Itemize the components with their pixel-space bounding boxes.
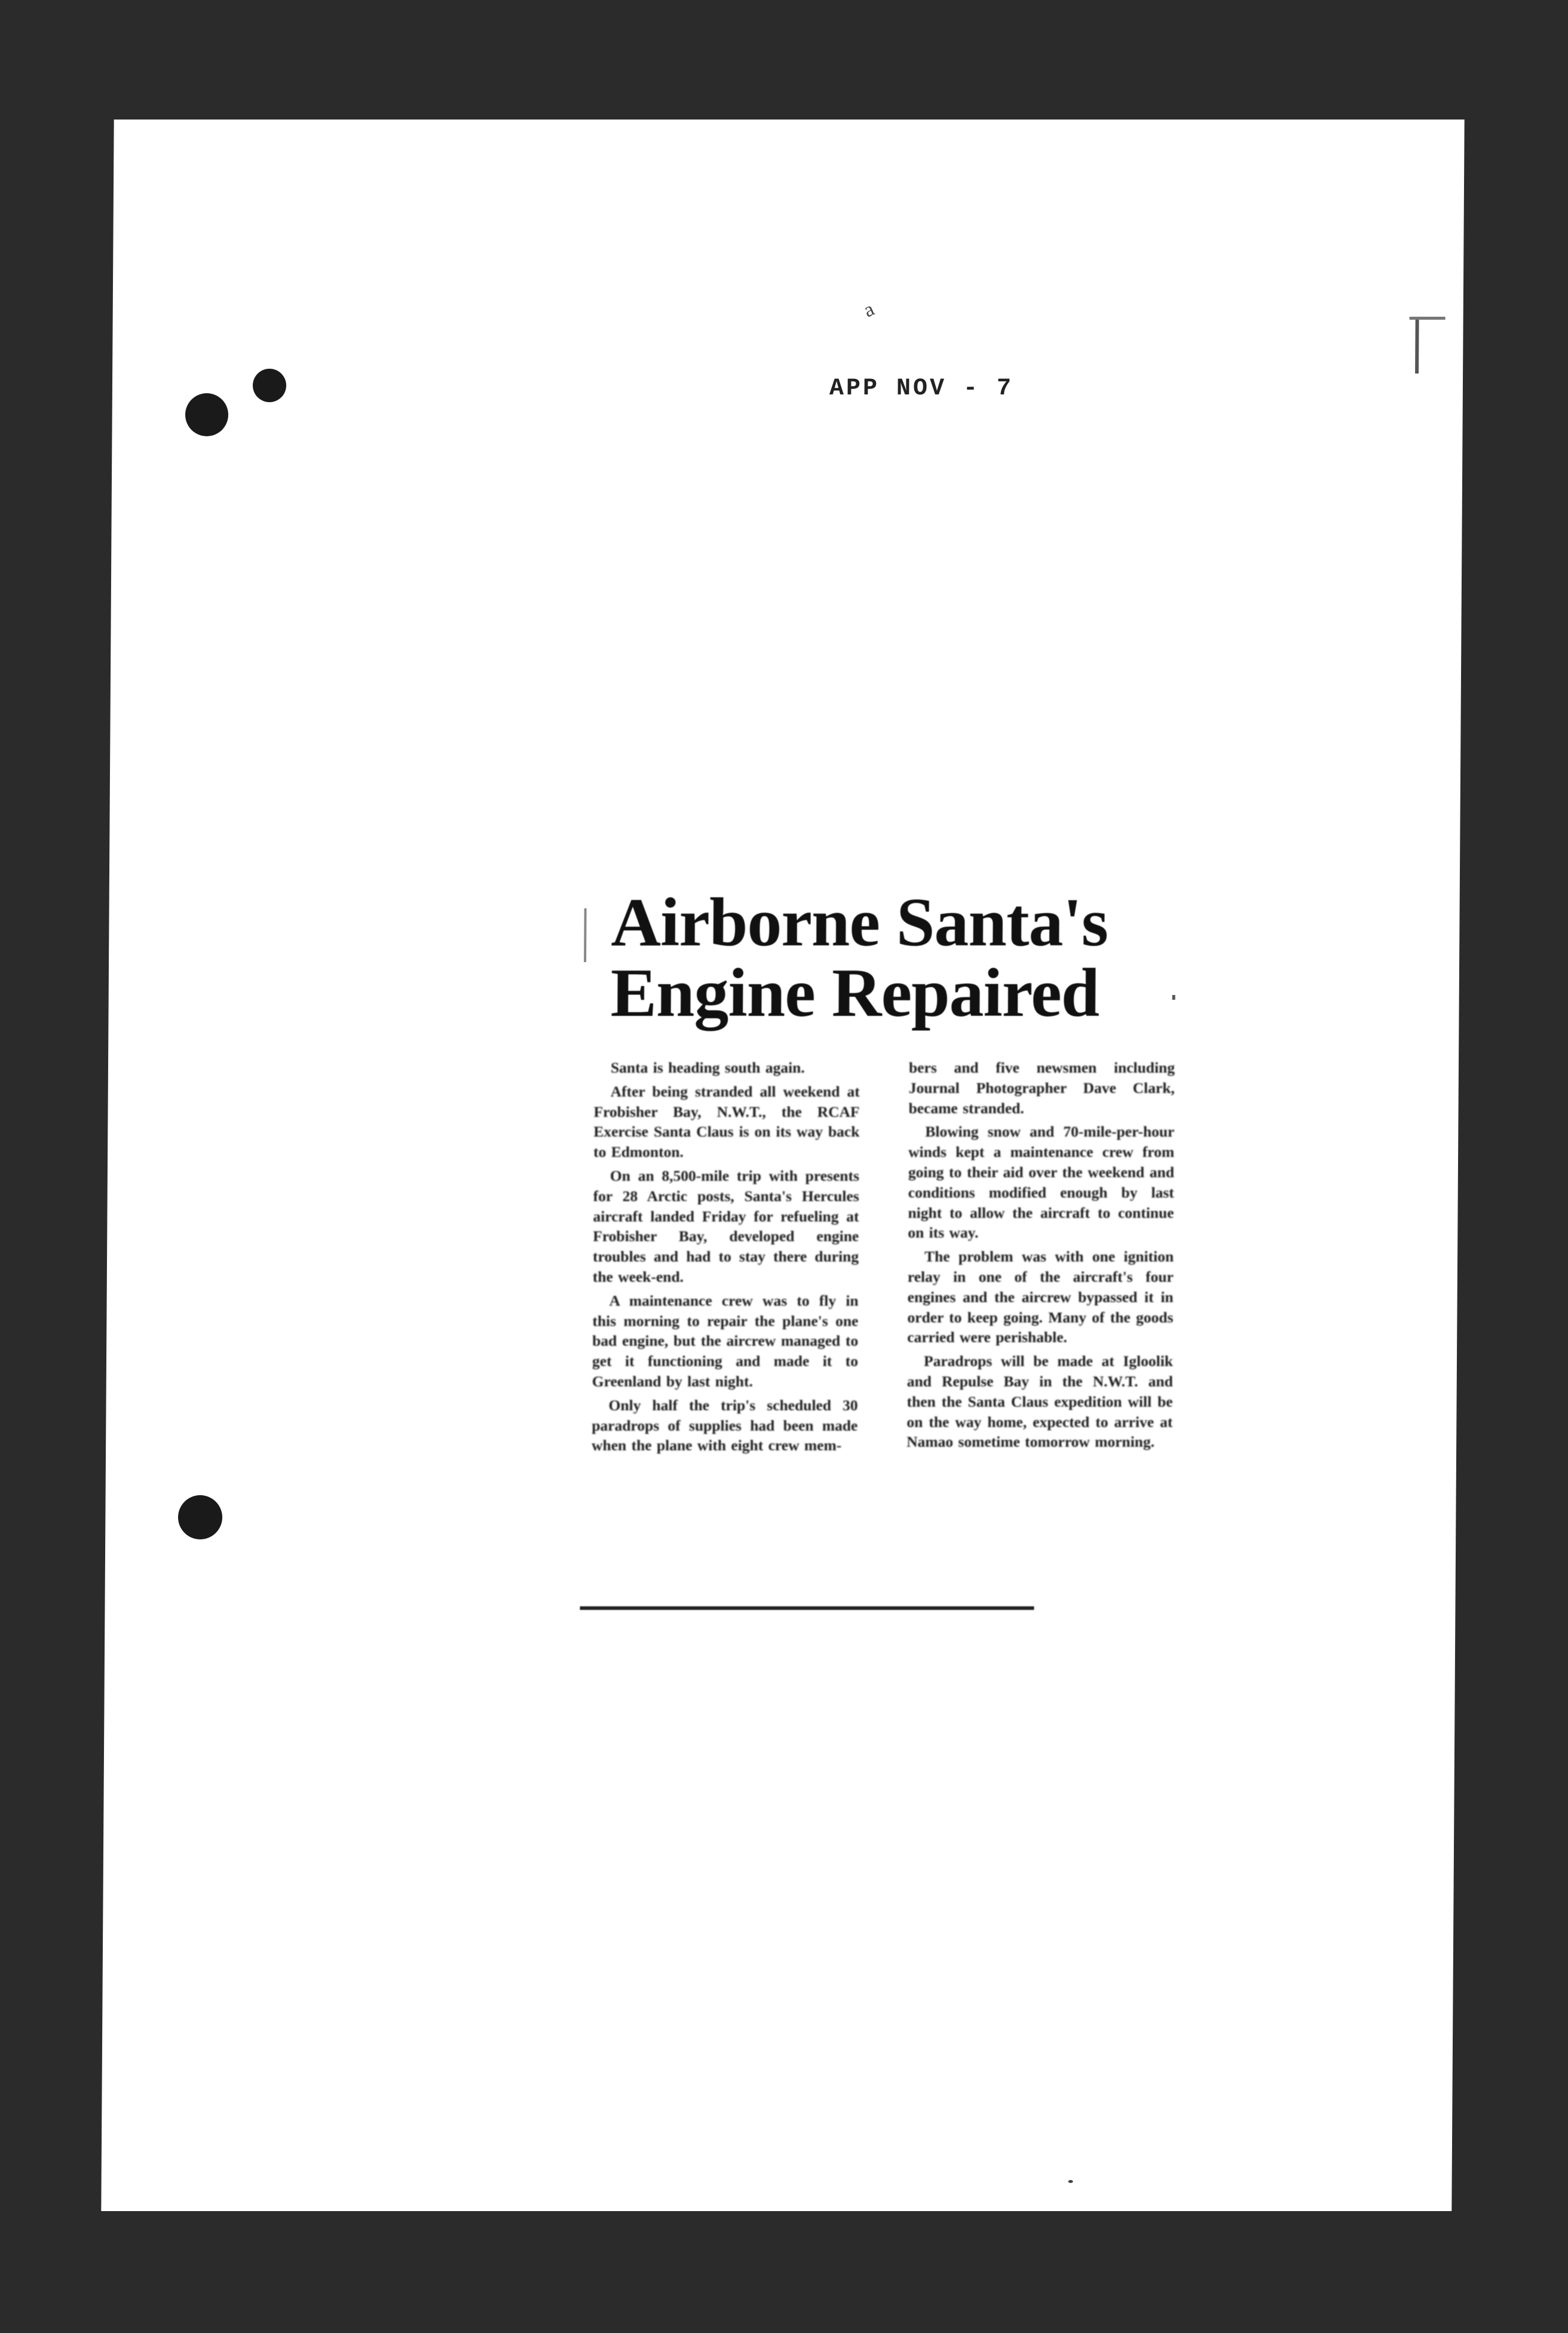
paragraph: A maintenance crew was to fly in this morning to repair the plane's one bad engine, but the aircrew managed to get it functioning and made it to Greenland by last night. [592,1291,859,1390]
newspaper-clipping [580,884,1184,1619]
pencil-mark: a [860,298,878,322]
margin-mark-top [1410,317,1446,320]
paragraph: Blowing snow and 70-mile-per-hour winds kept a maintenance crew from going to their aid over the weekend and conditions modified enough by last night to allow the aircraft to continue on its way. [908,1123,1175,1242]
clipping-edge [584,908,587,962]
paragraph: bers and five newsmen including Journal Photographer Dave Clark, became stranded. [908,1059,1175,1117]
headline [610,884,1166,1031]
paragraph: Only half the trip's scheduled 30 paradrops of supplies had been made when the plane with eight crew mem- [592,1396,858,1455]
punch-hole-lower [178,1495,222,1539]
clipping-edge-mark [1172,995,1175,1000]
article-column-right [906,1058,1175,1456]
paragraph: Santa is heading south again. [610,1059,805,1076]
punch-hole-top-right [253,369,286,402]
punch-hole-top-left [185,393,228,436]
article-column-left [592,1058,860,1459]
paragraph: Paradrops will be made at Igloolik and Repulse Bay in the N.W.T. and then the Santa Claus expedition will be on the way home, expected to arrive at Namao sometime tomorrow morning. [906,1352,1174,1451]
paragraph: After being stranded all weekend at Frobisher Bay, N.W.T., the RCAF Exercise Santa Claus is on its way back to Edmonton. [593,1082,860,1161]
bottom-rule [580,1606,1034,1610]
dust-speck [1068,2180,1073,2183]
headline-line-2: Engine Repaired [610,955,1100,1031]
headline-line-1: Airborne Santa's [611,884,1108,961]
date-stamp: APP NOV - 7 [829,375,1014,402]
paragraph: The problem was with one ignition relay in one of the aircraft's four engines and the aircrew bypassed it in order to keep going. Many of the goods carried were perishable. [907,1248,1174,1346]
document-page [101,120,1464,2211]
margin-mark [1415,317,1419,373]
paragraph: On an 8,500-mile trip with presents for 28 Arctic posts, Santa's Hercules aircraft landed Friday for refueling at Frobisher Bay, developed engine troubles and had to stay there during the week-end. [592,1166,859,1285]
